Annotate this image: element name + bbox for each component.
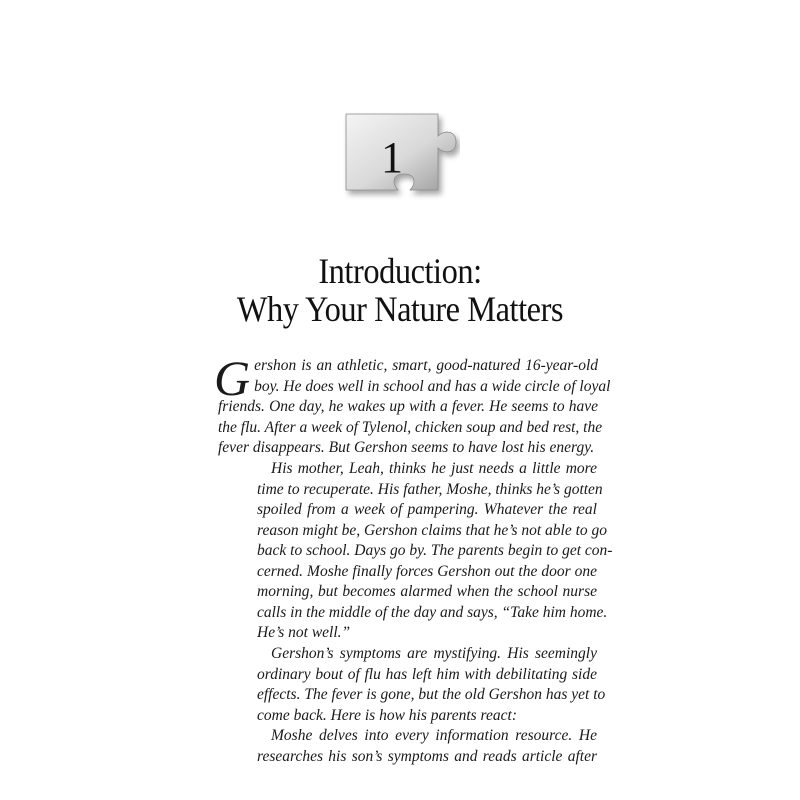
paragraph-line: effects. The fever is gone, but the old Gershon has yet to [257,686,606,703]
drop-cap: G [214,350,251,406]
paragraph-3 [257,644,606,726]
chapter-title [175,252,625,328]
paragraph-line: calls in the middle of the day and says, “Take him home. [257,603,608,621]
paragraph-line: boy. He does well in school and has a wide circle of loyal [254,377,611,395]
paragraph-line: back to school. Days go by. The parents begin to get con- [257,542,613,559]
paragraph-line: reason might be, Gershon claims that he’s not able to go [257,521,608,539]
paragraph-line: spoiled from a week of pampering. Whatever the real [257,501,597,518]
paragraph-line: fever disappears. But Gershon seems to have lost his energy. [218,439,595,456]
paragraph-4 [257,726,597,767]
chapter-number: 1 [381,133,403,182]
paragraph-line: researches his son’s symptoms and reads article after [257,747,597,765]
chapter-title-line-1: Introduction: [318,251,482,291]
paragraph-line: come back. Here is how his parents react: [257,706,517,724]
chapter-title-line-2: Why Your Nature Matters [236,289,564,329]
paragraph-line: morning, but becomes alarmed when the school nurse [257,583,597,600]
paragraph-line: the flu. After a week of Tylenol, chicken soup and bed rest, the [218,418,603,436]
paragraph-line: His mother, Leah, thinks he just needs a little more [271,460,597,477]
paragraph-line: Moshe delves into every information resource. He [271,727,597,744]
chapter-puzzle-piece [340,108,460,208]
paragraph-line: ershon is an athletic, smart, good-natured 16-year-old [254,357,598,374]
paragraph-line: friends. One day, he wakes up with a fever. He seems to have [218,398,598,415]
paragraph-line: time to recuperate. His father, Moshe, thinks he’s gotten [257,480,603,498]
paragraph-line: ordinary bout of flu has left him with debilitating side [257,665,597,683]
paragraph-line: He’s not well.” [257,624,351,641]
paragraph-line: cerned. Moshe finally forces Gershon out the door one [257,562,597,580]
paragraph-line: Gershon’s symptoms are mystifying. His seemingly [271,645,597,662]
paragraph-2 [257,459,613,644]
paragraph-1 [214,350,611,459]
